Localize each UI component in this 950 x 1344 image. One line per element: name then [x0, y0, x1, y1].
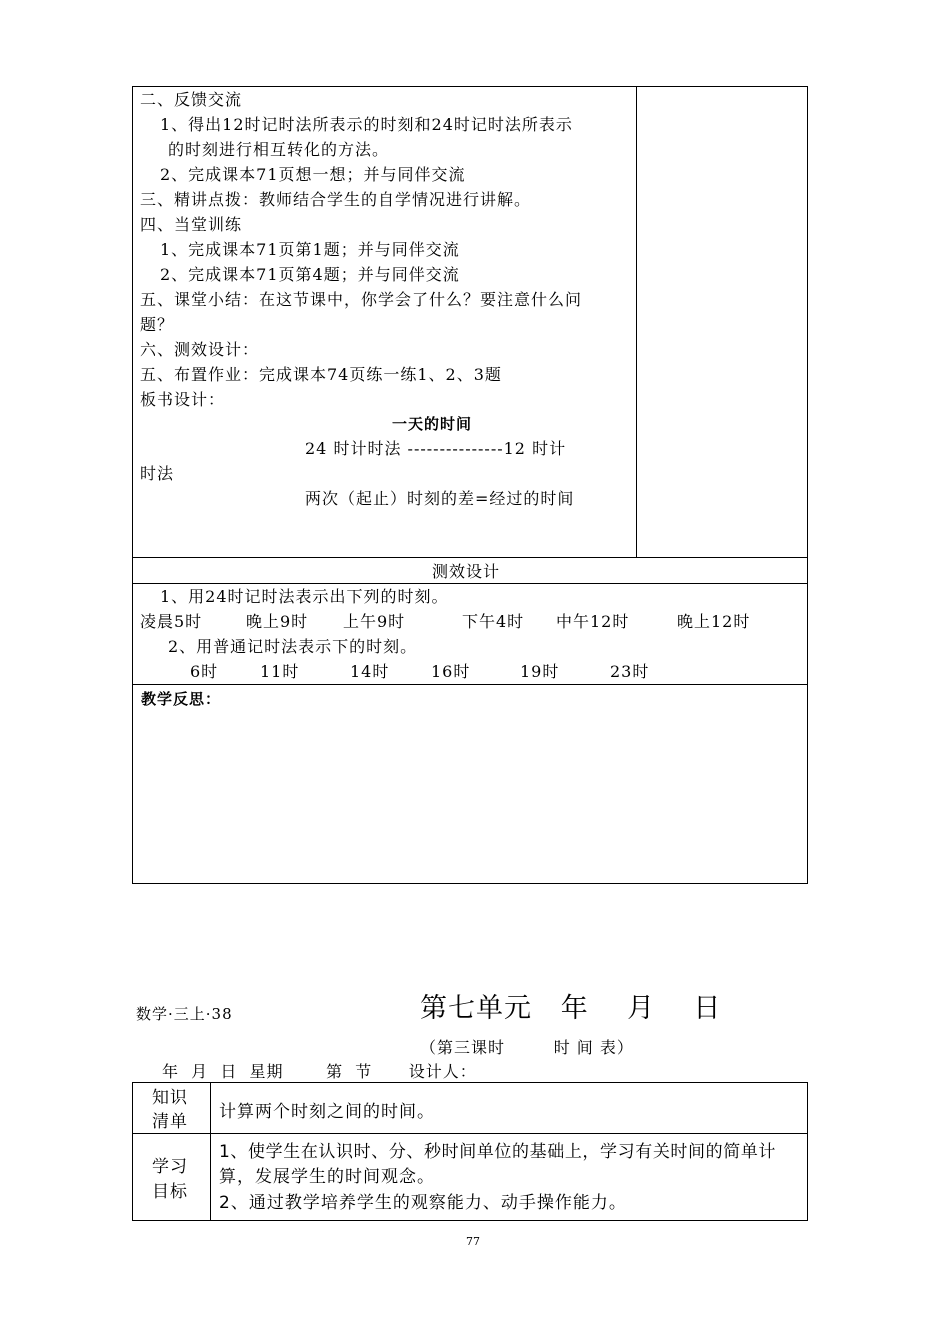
q1-item: 下午4时: [462, 612, 525, 631]
table2-border-bottom: [132, 1220, 808, 1221]
meta-line: 年 月 日 星期 第 节 设计人：: [162, 1062, 477, 1081]
q1-item: 中午12时: [556, 612, 630, 631]
row-content: 算，发展学生的时间观念。: [219, 1167, 435, 1187]
row-divider: [132, 583, 808, 584]
row-label: 知识: [152, 1088, 188, 1108]
process-line: 二、反馈交流: [140, 90, 243, 109]
process-line: 1、完成课本71页第1题；并与同伴交流: [160, 240, 460, 259]
row-label: 目标: [152, 1182, 188, 1202]
process-line: 六、测效设计：: [140, 340, 260, 359]
q2-item: 14时: [350, 662, 390, 681]
row-content: 1、使学生在认识时、分、秒时间单位的基础上，学习有关时间的简单计: [219, 1142, 777, 1162]
column-divider: [636, 86, 637, 558]
board-title: 一天的时间: [392, 415, 473, 433]
q1-item: 凌晨5时: [140, 612, 203, 631]
process-line: 2、完成课本71页想一想；并与同伴交流: [160, 165, 466, 184]
process-line: 的时刻进行相互转化的方法。: [168, 140, 390, 159]
question-1: 1、用24时记时法表示出下列的时刻。: [160, 587, 449, 606]
q1-item: 晚上9时: [246, 612, 309, 631]
board-line-cont: 时法: [140, 464, 175, 483]
table-border-bottom: [132, 883, 808, 884]
q2-item: 6时: [190, 662, 219, 681]
test-design-header: 测效设计: [432, 562, 501, 581]
process-line: 1、得出12时记时法所表示的时刻和24时记时法所表示: [160, 115, 573, 134]
table-border-right: [807, 86, 808, 884]
lesson-subtitle: （第三课时 时 间 表）: [420, 1038, 634, 1057]
q2-item: 11时: [260, 662, 300, 681]
q1-item: 上午9时: [343, 612, 406, 631]
table2-row-divider: [132, 1133, 808, 1134]
q2-item: 23时: [610, 662, 650, 681]
page-number: 77: [466, 1235, 480, 1248]
row-divider: [132, 557, 808, 558]
row-content: 2、通过教学培养学生的观察能力、动手操作能力。: [219, 1193, 627, 1213]
table-border-top: [132, 86, 808, 87]
subject-page-label: 数学·三上·38: [136, 1005, 233, 1023]
unit-title: 第七单元 年 月 日: [420, 993, 722, 1024]
board-line: 24 时计时法 ---------------12 时计: [305, 439, 567, 458]
question-2: 2、用普通记时法表示下的时刻。: [168, 637, 418, 656]
reflection-label: 教学反思：: [141, 690, 222, 708]
process-line: 题？: [140, 315, 175, 334]
q2-item: 19时: [520, 662, 560, 681]
row-label: 清单: [152, 1112, 188, 1132]
table2-border-top: [132, 1082, 808, 1083]
table-border-left: [132, 86, 133, 884]
board-line: 两次（起止）时刻的差=经过的时间: [305, 489, 575, 508]
q2-item: 16时: [431, 662, 471, 681]
q1-item: 晚上12时: [677, 612, 751, 631]
table2-column-divider: [210, 1082, 211, 1221]
row-content: 计算两个时刻之间的时间。: [219, 1102, 435, 1122]
row-divider: [132, 684, 808, 685]
table2-border-left: [132, 1082, 133, 1221]
process-line: 板书设计：: [140, 390, 226, 409]
row-label: 学习: [152, 1157, 188, 1177]
process-line: 2、完成课本71页第4题；并与同伴交流: [160, 265, 460, 284]
process-line: 五、布置作业：完成课本74页练一练1、2、3题: [140, 365, 502, 384]
process-line: 五、课堂小结：在这节课中，你学会了什么？要注意什么问: [140, 290, 583, 309]
table2-border-right: [807, 1082, 808, 1221]
process-line: 四、当堂训练: [140, 215, 243, 234]
process-line: 三、精讲点拨：教师结合学生的自学情况进行讲解。: [140, 190, 532, 209]
